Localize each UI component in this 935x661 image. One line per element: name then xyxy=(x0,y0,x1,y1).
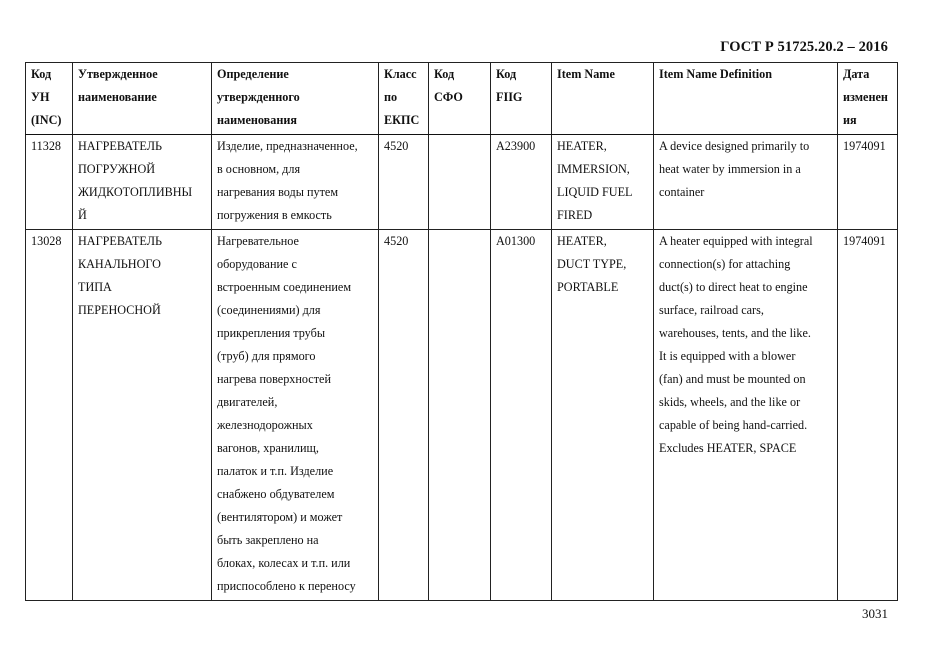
cell-approved-name: НАГРЕВАТЕЛЬ КАНАЛЬНОГО ТИПА ПЕРЕНОСНОЙ xyxy=(73,230,212,601)
col-header-definition-ru: Определение утвержденного наименования xyxy=(212,63,379,135)
cell-definition-ru: Нагревательное оборудование с встроенным соединением (соединениями) для прикрепления трубы (труб) для прямого нагрева поверхностей двигателей, железнодорожных вагонов, хранилищ, палаток и т.п. Изделие снабжено обдувателем (вентилятором) и может быть закреплено на блоках, колесах и т.п. или приспособлено к переносу xyxy=(212,230,379,601)
cell-change-date: 1974091 xyxy=(838,230,898,601)
cell-definition-ru: Изделие, предназначенное, в основном, для нагревания воды путем погружения в емкость xyxy=(212,135,379,230)
cell-inc: 11328 xyxy=(26,135,73,230)
item-name-table xyxy=(25,62,898,601)
table-row xyxy=(26,230,898,601)
cell-fiig-code: A23900 xyxy=(491,135,552,230)
cell-change-date: 1974091 xyxy=(838,135,898,230)
cell-inc: 13028 xyxy=(26,230,73,601)
col-header-inc: Код УН (INC) xyxy=(26,63,73,135)
cell-approved-name: НАГРЕВАТЕЛЬ ПОГРУЖНОЙ ЖИДКОТОПЛИВНЫ Й xyxy=(73,135,212,230)
cell-ekps-class: 4520 xyxy=(379,230,429,601)
cell-sfo-code xyxy=(429,135,491,230)
table-row xyxy=(26,135,898,230)
cell-item-name-definition: A heater equipped with integral connection(s) for attaching duct(s) to direct heat to engine surface, railroad cars, warehouses, tents, and the like. It is equipped with a blower (fan) and must be mounted on skids, wheels, and the like or capable of being hand-carried. Excludes HEATER, SPACE xyxy=(654,230,838,601)
col-header-ekps-class: Класс по ЕКПС xyxy=(379,63,429,135)
cell-ekps-class: 4520 xyxy=(379,135,429,230)
cell-sfo-code xyxy=(429,230,491,601)
col-header-change-date: Дата изменен ия xyxy=(838,63,898,135)
col-header-item-name-definition: Item Name Definition xyxy=(654,63,838,135)
col-header-fiig-code: Код FIIG xyxy=(491,63,552,135)
table-header-row xyxy=(26,63,898,135)
col-header-sfo-code: Код СФО xyxy=(429,63,491,135)
page-number: 3031 xyxy=(862,606,888,621)
cell-item-name: HEATER, IMMERSION, LIQUID FUEL FIRED xyxy=(552,135,654,230)
cell-item-name: HEATER, DUCT TYPE, PORTABLE xyxy=(552,230,654,601)
col-header-approved-name: Утвержденное наименование xyxy=(73,63,212,135)
cell-item-name-definition: A device designed primarily to heat water by immersion in a container xyxy=(654,135,838,230)
document-header: ГОСТ Р 51725.20.2 – 2016 xyxy=(720,39,888,55)
cell-fiig-code: A01300 xyxy=(491,230,552,601)
col-header-item-name: Item Name xyxy=(552,63,654,135)
